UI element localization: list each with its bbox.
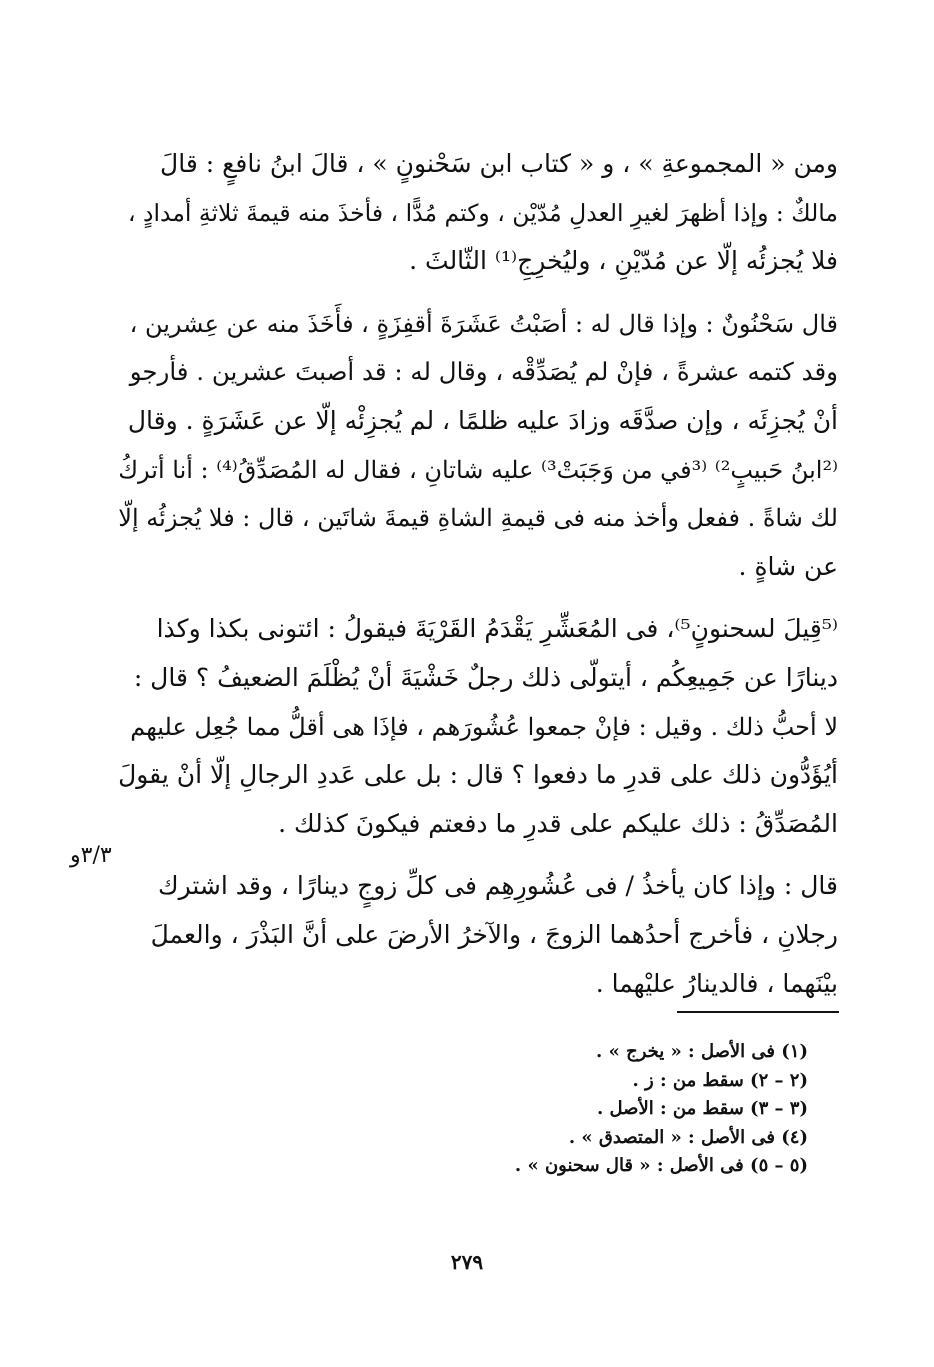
- footnote-item: (١) فى الأصل : « يخرج » .: [596, 1041, 808, 1062]
- footnote-item: (٣ – ٣) سقط من : الأصل .: [597, 1098, 808, 1119]
- text-line: لا أحبُّ ذلك . وقيل : فإنْ جمعوا عُشُورَهم ، فإذَا هى أقلُّ مما جُعِل عليهم: [130, 712, 838, 741]
- text-line: قال : وإذا كان يأخذُ / فى عُشُورِهِم فى كلِّ زوجٍ دينارًا ، وقد اشترك: [157, 871, 838, 901]
- text-line: لك شاةً . ففعل وأخذ منه فى قيمةِ الشاةِ قيمةَ شاتَين ، قال : فلا يُجزئُه إلّا: [118, 504, 838, 533]
- text-line: أيُؤَدُّون ذلك على قدرِ ما دفعوا ؟ قال : بل على عَددِ الرجالِ إلّا أنْ يقولَ: [118, 760, 838, 790]
- manuscript-folio-marker: ٣/٣و: [70, 843, 112, 868]
- text-line: قال سَحْنُونٌ : وإذا قال له : أصَبْتُ عَشَرَةَ أقفِزَةٍ ، فأَخَذَ منه عن عِشرين ،: [129, 309, 838, 338]
- text-line: ومن « المجموعةِ » ، و « كتاب ابن سَحْنونٍ » ، قالَ ابنُ نافعٍ : قالَ: [160, 149, 838, 178]
- paragraph-2: [118, 300, 838, 592]
- text-line: بيْنَهما ، فالدينارُ عليْهما .: [595, 968, 838, 998]
- paragraph-3: [118, 605, 838, 848]
- footnote-item: (٤) فى الأصل : « المتصدق » .: [568, 1126, 808, 1148]
- text-line: دينارًا عن جَمِيعِكُم ، أيتولّى ذلك رجلٌ خَشْيَةَ أنْ يُظْلَمَ الضعيفُ ؟ قال :: [133, 662, 838, 692]
- footnote-divider: [677, 1011, 839, 1013]
- footnote-item: (٢ – ٢) سقط من : ز .: [632, 1069, 808, 1091]
- page-number: ٢٧٩: [450, 1250, 484, 1274]
- main-text: [118, 140, 838, 1022]
- text-line: المُصَدِّقُ : ذلك عليكم على قدرِ ما دفعتم فيكونَ كذلك .: [278, 808, 838, 838]
- footnotes: [515, 1038, 808, 1181]
- text-line: أنْ يُجزِئَه ، وإن صدَّقَه وزادَ عليه ظلمًا ، لم يُجزِئْه إلّا عن عَشَرَةٍ . وقال: [127, 405, 838, 435]
- text-line: ⁽²ابنُ حَبيبٍ²⁾ ⁽³في من وَجَبَتْ³⁾ عليه شاتانِ ، فقال له المُصَدِّقُ⁽⁴⁾ : أنا أتركُ: [118, 455, 838, 484]
- text-line: ⁽⁵قِيلَ لسحنونٍ⁵⁾، فى المُعَشِّرِ يَقْدَمُ القَرْيَةَ فيقولُ : ائتونى بكذا وكذا: [156, 614, 838, 644]
- text-line: عن شاةٍ .: [738, 551, 838, 581]
- text-line: مالكٌ : وإذا أظهرَ لغيرِ العدلِ مُدّيْن ، وكتم مُدًّا ، فأخذَ منه قيمةَ ثلاثةِ أمدادٍ ،: [127, 198, 838, 227]
- paragraph-1: [118, 140, 838, 286]
- text-line: رجلانِ ، فأخرج أحدُهما الزوجَ ، والآخرُ الأرضَ على أنَّ البَذْرَ ، والعملَ: [150, 919, 838, 949]
- footnote-item: (٥ – ٥) فى الأصل : « قال سحنون » .: [514, 1155, 808, 1176]
- text-line: وقد كتمه عشرةً ، فإنْ لم يُصَدِّقْه ، وقال له : قد أصبتَ عشرين . فأرجو: [129, 357, 838, 387]
- paragraph-4: [118, 862, 838, 1008]
- text-line: فلا يُجزئُه إلّا عن مُدّيْنِ ، وليُخرِجِ⁽¹⁾ الثّالثَ .: [409, 246, 838, 276]
